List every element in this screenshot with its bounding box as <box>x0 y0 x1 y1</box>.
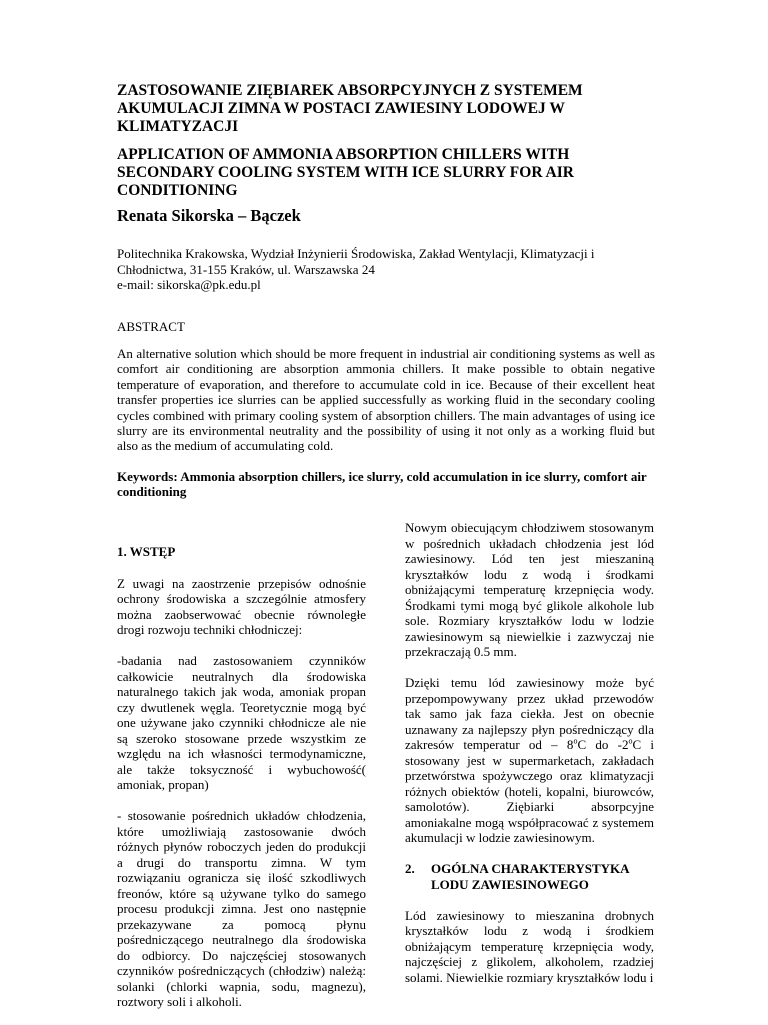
abstract-text: An alternative solution which should be more frequent in industrial air conditioning systems as well as comfort air conditioning are absorption ammonia chillers. It make possible to obtain negative temperature of evaporation, and therefore to accumulate cold in ice. Because of their excellent heat transfer properties ice slurries can be applied successfully as working fluid in the secondary cooling cycles combined with primary cooling system of absorption chillers. The main advantages of using ice slurry are its environmental neutrality and the possibility of using it not only as a working fluid but also as the medium of accumulating cold. <box>117 346 655 454</box>
section-number: 2. <box>405 861 415 876</box>
text-run: C do -2 <box>577 737 629 752</box>
text-run: Dzięki temu lód zawiesinowy może być przepompowywany przez układ przewodów tak samo jak faza ciekła. Jest on obecnie uznawany za najlepszy płyn pośredniczący dla zakresów temperatur od – 8 <box>405 675 654 752</box>
text-run: C i stosowany jest w supermarketach, zakładach przetwórstwa spożywczego oraz klimatyzacji różnych obiektów (hoteli, kopalni, biurowców, samolotów). Ziębiarki absorpcyjne amoniakalne mogą współpracować z systemem akumulacji w lodzie zawiesinowym. <box>405 737 655 845</box>
right-column <box>405 520 654 1001</box>
abstract-heading: ABSTRACT <box>117 319 185 334</box>
paragraph-temperature-range <box>405 675 654 846</box>
degree-superscript: o <box>628 736 633 746</box>
paragraph: Nowym obiecującym chłodziwem stosowanym w pośrednich układach chłodzenia jest lód zawiesinowy. Lód ten jest mieszaniną kryształków lodu z wodą i środkami obniżającymi temperaturę krzepnięcia wody. Środkami tymi mogą być glikole alkohole lub sole. Rozmiary kryształków lodu w lodzie zawiesinowym są niewielkie i zazwyczaj nie przekraczają 0.5 mm. <box>405 520 654 659</box>
section-title <box>431 861 654 892</box>
author-affiliation <box>117 246 657 293</box>
title-english: APPLICATION OF AMMONIA ABSORPTION CHILLERS WITH SECONDARY COOLING SYSTEM WITH ICE SLURRY FOR AIR CONDITIONING <box>117 146 574 199</box>
section-heading-intro: 1. WSTĘP <box>117 544 176 559</box>
author-email: e-mail: sikorska@pk.edu.pl <box>117 277 261 292</box>
section-heading-ice-slurry <box>405 861 654 892</box>
paragraph: - stosowanie pośrednich układów chłodzenia, które umożliwiają zastosowanie dwóch różnych płynów roboczych jeden do produkcji a drugi do transportu zimna. W tym rozwiązaniu ogranicza się ilość szkodliwych freonów, które są używane tylko do samego procesu produkcji zimna. Jest ono następnie przekazywane za pomocą płynu pośredniczącego neutralnego dla środowiska do odbiorcy. Do najczęściej stosowanych czynników pośredniczących (chłodziw) należą: solanki (chlorki wapnia, sodu, magnezu), roztwory soli i alkoholi. <box>117 808 366 1009</box>
paragraph: Z uwagi na zaostrzenie przepisów odnośnie ochrony środowiska a szczególnie atmosfery można zaobserwować obecnie równoległe drogi rozwoju techniki chłodniczej: <box>117 575 366 637</box>
section-title-line: OGÓLNA CHARAKTERYSTYKA <box>431 861 630 876</box>
section-title-line: LODU ZAWIESINOWEGO <box>431 876 589 892</box>
author-name: Renata Sikorska – Bączek <box>117 206 301 225</box>
title-polish: ZASTOSOWANIE ZIĘBIAREK ABSORPCYJNYCH Z SYSTEMEM AKUMULACJI ZIMNA W POSTACI ZAWIESINY LODOWEJ W KLIMATYZACJI <box>117 82 583 135</box>
degree-superscript: o <box>573 736 578 746</box>
keywords: Keywords: Ammonia absorption chillers, ice slurry, cold accumulation in ice slurry, comfort air conditioning <box>117 469 647 500</box>
affiliation-line: Politechnika Krakowska, Wydział Inżynierii Środowiska, Zakład Wentylacji, Klimatyzacji i <box>117 246 595 261</box>
left-column <box>117 520 366 1025</box>
paragraph: Lód zawiesinowy to mieszanina drobnych kryształków lodu z wodą i środkiem obniżającym temperaturę krzepnięcia wody, najczęściej z glikolem, alkoholem, rzadziej solami. Niewielkie rozmiary kryształków lodu i <box>405 907 654 985</box>
affiliation-line: Chłodnictwa, 31-155 Kraków, ul. Warszawska 24 <box>117 261 375 277</box>
paragraph: -badania nad zastosowaniem czynników całkowicie neutralnych dla środowiska naturalnego takich jak woda, amoniak propan czy dwutlenek węgla. Teoretycznie mogą być one używane jako czynniki chłodnicze ale nie są szeroko stosowane przede wszystkim ze względu na ich własności termodynamiczne, ale także toksyczność i wybuchowość( amoniak, propan) <box>117 653 366 792</box>
